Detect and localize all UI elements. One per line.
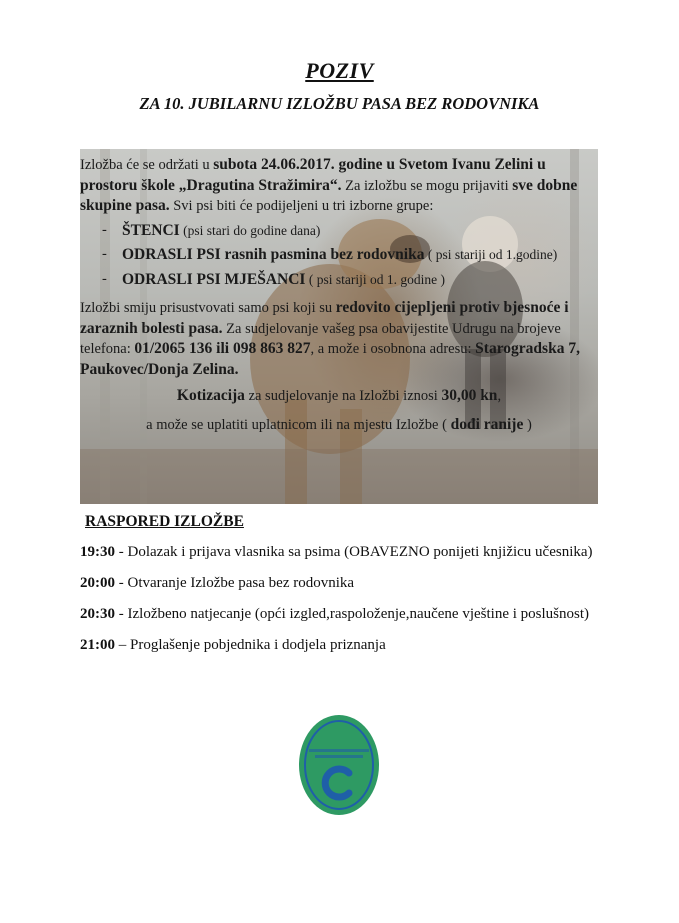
schedule-row: 21:00 – Proglašenje pobjednika i dodjela priznanja <box>80 637 386 653</box>
schedule-time: 21:00 <box>80 637 115 653</box>
schedule-text: Otvaranje Izložbe pasa bez rodovnika <box>127 575 355 591</box>
payment-line: a može se uplatiti uplatnicom ili na mjestu Izložbe ( dođi ranije ) <box>146 415 532 433</box>
group-item-odrasli-mjesanci: - ODRASLI PSI MJEŠANCI ( psi stariji od 1. godine ) <box>102 270 445 288</box>
schedule-row: 20:30 - Izložbeno natjecanje (opći izgled,raspoloženje,naučene vještine i poslušnost) <box>80 606 589 622</box>
schedule-time: 20:30 <box>80 606 115 622</box>
association-logo <box>297 713 381 817</box>
group-item-stenci: - ŠTENCI (psi stari do godine dana) <box>102 221 321 239</box>
intro-paragraph: Izložba će se održati u subota 24.06.2017. godine u Svetom Ivanu Zelini u prostoru škole „Dragutina Stražimira“. Za izložbu se mogu prijaviti sve dobne skupine pasa. Svi psi biti će podijeljeni u tri izborne grupe: <box>80 156 578 214</box>
schedule-row: 20:00 - Otvaranje Izložbe pasa bez rodovnika <box>80 575 355 591</box>
schedule-row: 19:30 - Dolazak i prijava vlasnika sa psima (OBAVEZNO ponijeti knjižicu učesnika) <box>80 544 593 560</box>
invitation-photo-panel <box>80 149 598 504</box>
invitation-text <box>80 155 598 435</box>
page-title: POZIV <box>305 58 374 83</box>
rules-paragraph: Izložbi smiju prisustvovati samo psi koji su redovito cijepljeni protiv bjesnoće i zaraznih bolesti pasa. Za sudjelovanje vašeg psa obavijestite Udrugu na brojeve telefona: 01/2065 136 ili 098 863 827, a može i osobnona adresu: Starogradska 7, Paukovec/Donja Zelina. <box>80 299 580 378</box>
group-item-odrasli-rasni: - ODRASLI PSI rasnih pasmina bez rodovnika ( psi stariji od 1.godine) <box>102 246 558 263</box>
schedule-heading: RASPORED IZLOŽBE <box>85 513 244 530</box>
schedule-text: Dolazak i prijava vlasnika sa psima (OBAVEZNO ponijeti knjižicu učesnika) <box>127 544 593 560</box>
schedule-text: Izložbeno natjecanje (opći izgled,raspoloženje,naučene vještine i poslušnost) <box>127 606 589 622</box>
schedule-text: Proglašenje pobjednika i dodjela priznanja <box>130 637 386 653</box>
page-subtitle: ZA 10. JUBILARNU IZLOŽBU PASA BEZ RODOVNIKA <box>139 94 540 113</box>
schedule-time: 19:30 <box>80 544 115 560</box>
fee-line: Kotizacija za sudjelovanje na Izložbi iznosi 30,00 kn, <box>176 387 502 404</box>
schedule-section <box>80 512 600 666</box>
schedule-time: 20:00 <box>80 575 115 591</box>
